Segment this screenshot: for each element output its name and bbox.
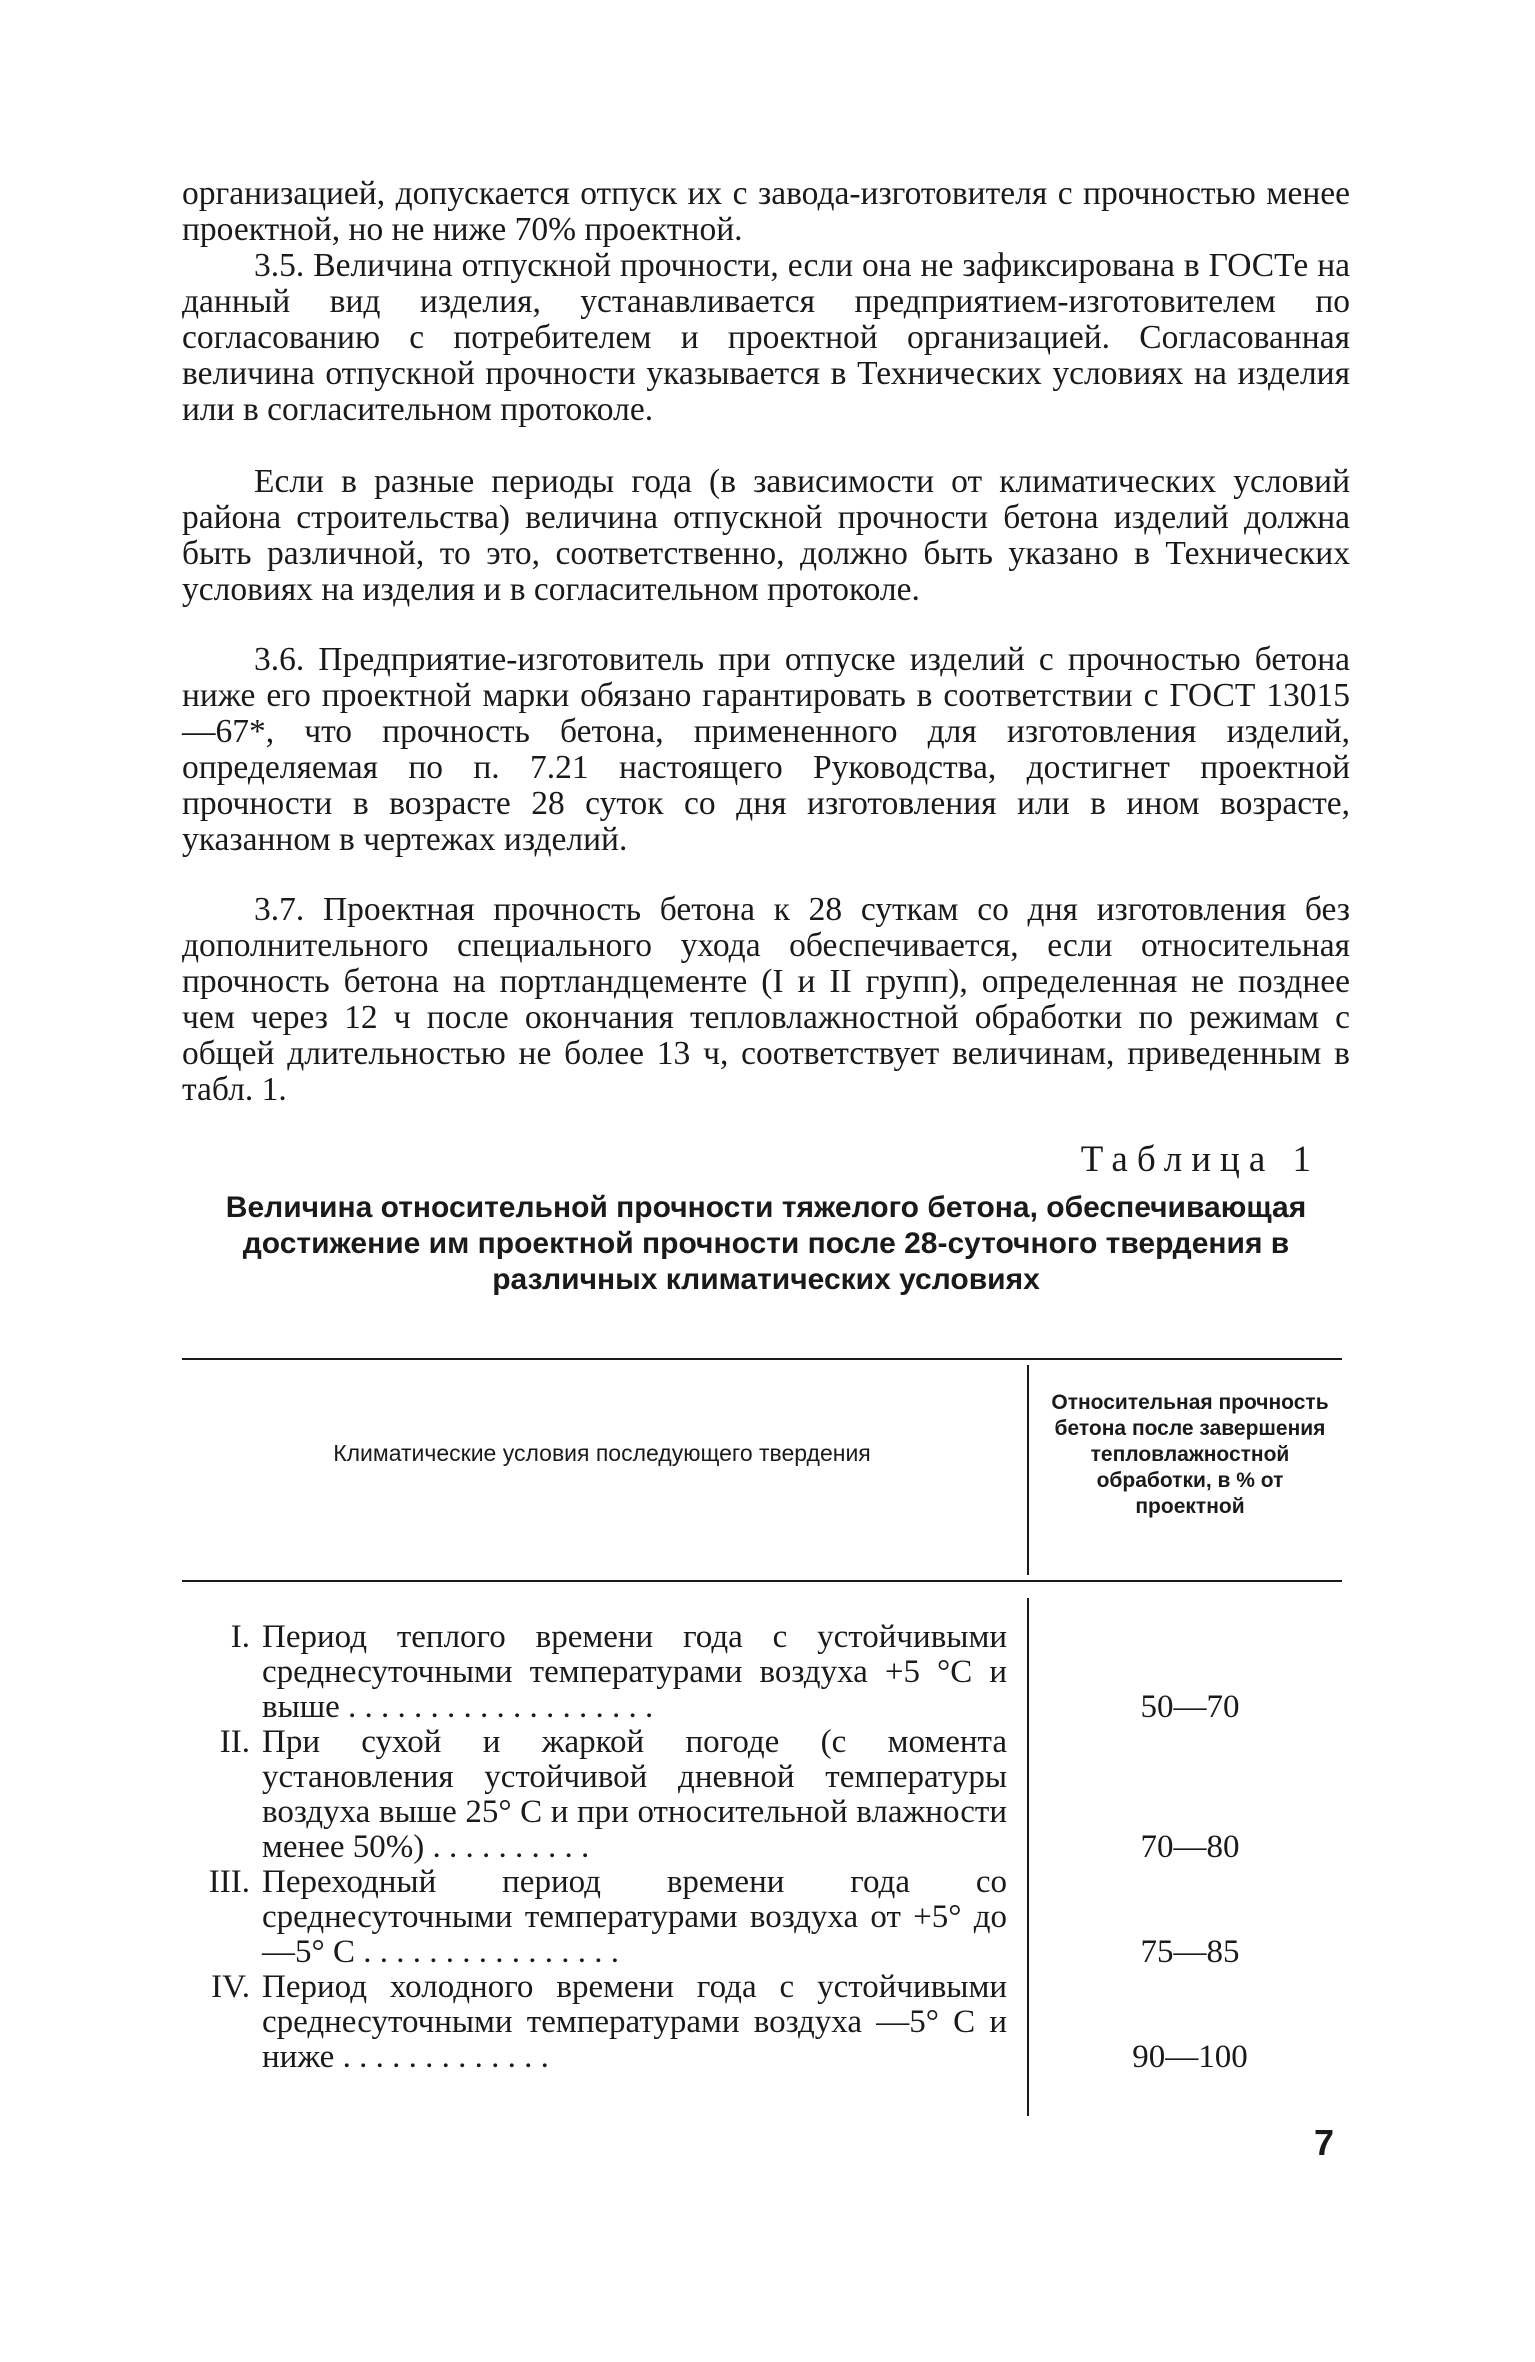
row-value: 70—80 — [1140, 1829, 1240, 1865]
row-conditions: Период теплого времени года с устойчивыми среднесуточными температурами воздуха +5 °С и выше . . . . . . . . . . . . . . . . . . . — [262, 1619, 1007, 1725]
row-conditions: Переходный период времени года со среднесуточными температурами воздуха от +5° до —5° С . . . . . . . . . . . . . . . . — [262, 1864, 1007, 1970]
table-label: Таблица 1 — [1080, 1139, 1320, 1180]
table-top-rule — [182, 1358, 1342, 1360]
paragraph-3-7: 3.7. Проектная прочность бетона к 28 суткам со дня изготовления без дополнительного специального ухода обеспечивается, если относительная прочность бетона на портландцементе (I и II групп), определенная не позднее чем через 12 ч после окончания тепловлажностной обработки по режимам с общей длительностью не более 13 ч, соответствует величинам, приведенным в табл. 1. — [182, 891, 1350, 1108]
row-value: 75—85 — [1140, 1934, 1240, 1970]
column-header-conditions: Климатические условия последующего твердения — [333, 1440, 871, 1466]
paragraph-3-6: 3.6. Предприятие-изготовитель при отпуске изделий с прочностью бетона ниже его проектной марки обязано гарантировать в соответствии с ГОСТ 13015—67*, что прочность бетона, примененного для изготовления изделий, определяемая по п. 7.21 настоящего Руководства, достигнет проектной прочности в возрасте 28 суток со дня изготовления или в ином возрасте, указанном в чертежах изделий. — [182, 641, 1350, 858]
row-conditions: При сухой и жаркой погоде (с момента установления устойчивой дневной температуры воздуха выше 25° С и при относительной влажности менее 50%) . . . . . . . . . . — [262, 1724, 1007, 1865]
row-number: IV. — [211, 1969, 250, 2005]
page-number: 7 — [1314, 2122, 1335, 2163]
row-conditions: Период холодного времени года с устойчивыми среднесуточными температурами воздуха —5° С и ниже . . . . . . . . . . . . . — [262, 1969, 1007, 2075]
header-divider — [1027, 1365, 1029, 1575]
row-value: 50—70 — [1140, 1689, 1240, 1725]
row-number: I. — [230, 1619, 250, 1655]
header-bottom-rule — [182, 1580, 1342, 1582]
paragraph-3-5: 3.5. Величина отпускной прочности, если она не зафиксирована в ГОСТе на данный вид изделия, устанавливается предприятием-изготовителем по согласованию с потребителем и проектной организацией. Согласованная величина отпускной прочности указывается в Технических условиях на изделия или в согласительном протоколе. — [182, 247, 1350, 428]
paragraph-continuation: организацией, допускается отпуск их с завода-изготовителя с прочностью менее проектной, но не ниже 70% проектной. — [182, 175, 1350, 248]
row-value: 90—100 — [1132, 2039, 1248, 2075]
paragraph-3-5-cont: Если в разные периоды года (в зависимости от климатических условий района строительства) величина отпускной прочности бетона изделий должна быть различной, то это, соответственно, должно быть указано в Технических условиях на изделия и в согласительном протоколе. — [182, 463, 1350, 608]
row-number: III. — [208, 1864, 250, 1900]
column-header-strength: Относительная прочность бетона после завершения тепловлажностной обработки, в % от проектной — [1051, 1391, 1329, 1518]
table-title: Величина относительной прочности тяжелого бетона, обеспечивающая достижение им проектной прочности после 28-суточного твердения в различных климатических условиях — [225, 1191, 1307, 1296]
row-number: II. — [219, 1724, 250, 1760]
body-divider — [1027, 1598, 1029, 2116]
